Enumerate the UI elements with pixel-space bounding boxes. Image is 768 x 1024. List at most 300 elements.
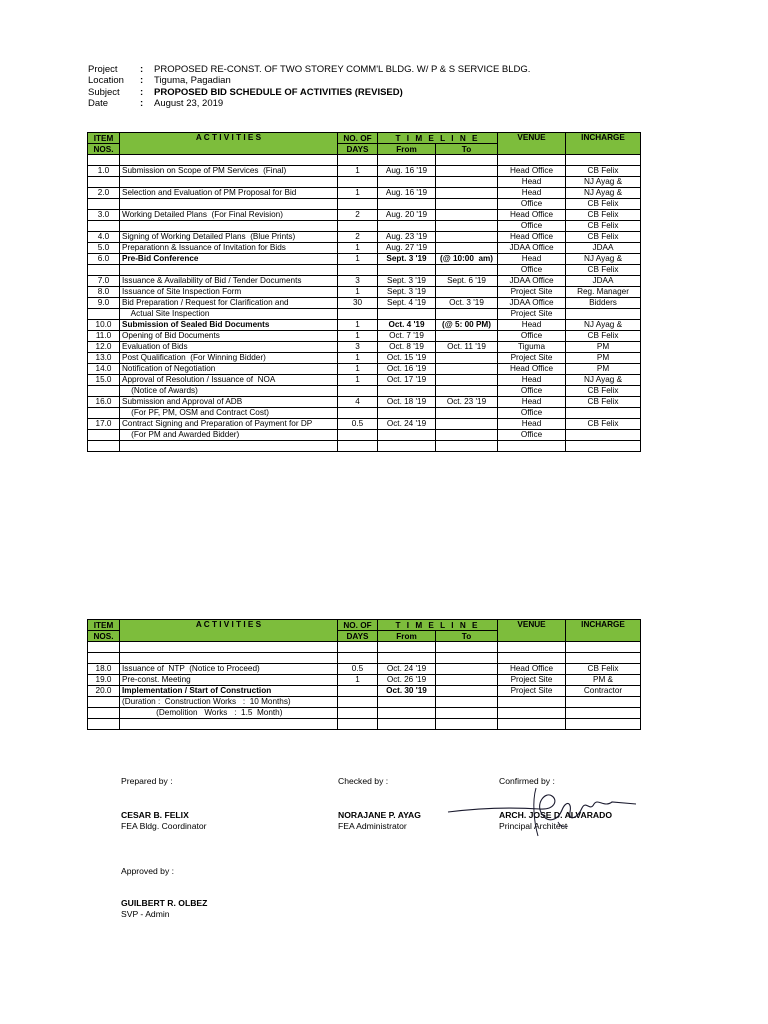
item-cell: [88, 708, 120, 719]
venue-cell: Office: [498, 386, 566, 397]
table-row: [88, 265, 641, 276]
header-row: [88, 75, 530, 86]
item-cell: [88, 177, 120, 188]
days-cell: [338, 386, 378, 397]
prepared-name: CESAR B. FELIX: [121, 810, 189, 820]
table-row: [88, 342, 641, 353]
table-row: [88, 708, 641, 719]
header-separator: :: [140, 86, 144, 98]
checked-by-label: Checked by :: [338, 776, 389, 786]
days-cell: 3: [338, 276, 378, 287]
item-cell: [88, 199, 120, 210]
venue-cell: Office: [498, 199, 566, 210]
incharge-cell: Contractor: [566, 686, 641, 697]
venue-cell: JDAA Office: [498, 243, 566, 254]
activity-cell: Submission and Approval of ADB: [120, 397, 338, 408]
item-cell: 16.0: [88, 397, 120, 408]
activity-cell: Actual Site Inspection: [120, 309, 338, 320]
days-cell: [338, 441, 378, 452]
header-row: [88, 620, 641, 631]
venue-cell: Head Office: [498, 210, 566, 221]
venue-cell: JDAA Office: [498, 276, 566, 287]
header-key: Project: [88, 64, 118, 75]
days-cell: [338, 708, 378, 719]
table-row: [88, 386, 641, 397]
activity-cell: (Duration : Construction Works : 10 Months): [120, 697, 338, 708]
incharge-cell: [566, 309, 641, 320]
days-cell: [338, 199, 378, 210]
col-header-activities: A C T I V I T I E S: [120, 133, 338, 155]
item-cell: 3.0: [88, 210, 120, 221]
table-row: [88, 664, 641, 675]
bid-schedule-table-2: [87, 619, 641, 730]
to-date-cell: [436, 686, 498, 697]
header-value: PROPOSED RE-CONST. OF TWO STOREY COMM'L BLDG. W/ P & S SERVICE BLDG.: [154, 64, 531, 75]
days-cell: 2: [338, 232, 378, 243]
col-header-timeline: T I M E L I N E: [378, 133, 498, 144]
to-date-cell: [436, 430, 498, 441]
activity-cell: (For PM and Awarded Bidder): [120, 430, 338, 441]
table-row: [88, 232, 641, 243]
table-row: [88, 430, 641, 441]
col-header-venue: VENUE: [498, 620, 566, 642]
days-cell: [338, 653, 378, 664]
to-date-cell: Oct. 3 '19: [436, 298, 498, 309]
to-date-cell: [436, 719, 498, 730]
item-cell: 14.0: [88, 364, 120, 375]
days-cell: [338, 719, 378, 730]
from-date-cell: Aug. 16 '19: [378, 166, 436, 177]
table-row: [88, 221, 641, 232]
from-date-cell: [378, 386, 436, 397]
incharge-cell: PM: [566, 353, 641, 364]
item-cell: [88, 441, 120, 452]
header-key: Date: [88, 98, 109, 110]
activity-cell: Preparationn & Issuance of Invitation for Bids: [120, 243, 338, 254]
days-cell: 3: [338, 342, 378, 353]
bid-schedule-table-1: [87, 132, 641, 452]
to-date-cell: [436, 331, 498, 342]
item-cell: [88, 697, 120, 708]
header-key: Subject: [88, 86, 120, 98]
col-header-item: ITEM: [88, 133, 120, 144]
col-header-item: ITEM: [88, 620, 120, 631]
checked-signatory: [338, 810, 421, 832]
days-cell: [338, 309, 378, 320]
venue-cell: Office: [498, 221, 566, 232]
venue-cell: Head Office: [498, 232, 566, 243]
item-cell: 8.0: [88, 287, 120, 298]
venue-cell: [498, 697, 566, 708]
to-date-cell: [436, 419, 498, 430]
item-cell: 1.0: [88, 166, 120, 177]
table-row: [88, 653, 641, 664]
item-cell: [88, 430, 120, 441]
venue-cell: Tiguma: [498, 342, 566, 353]
incharge-cell: CB Felix: [566, 199, 641, 210]
col-header-to: To: [436, 631, 498, 642]
from-date-cell: Oct. 30 '19: [378, 686, 436, 697]
table-row: [88, 320, 641, 331]
incharge-cell: [566, 408, 641, 419]
item-cell: [88, 408, 120, 419]
confirmed-name: ARCH. JOSE D. ALVARADO: [499, 810, 612, 820]
table-row: [88, 419, 641, 430]
activity-cell: Selection and Evaluation of PM Proposal for Bid: [120, 188, 338, 199]
activity-cell: [120, 221, 338, 232]
venue-cell: Office: [498, 265, 566, 276]
incharge-cell: NJ Ayag &: [566, 177, 641, 188]
incharge-cell: CB Felix: [566, 232, 641, 243]
header-row: [88, 87, 530, 98]
venue-cell: Head Office: [498, 166, 566, 177]
venue-cell: Project Site: [498, 686, 566, 697]
header-row: [88, 98, 530, 109]
venue-cell: Head: [498, 177, 566, 188]
incharge-cell: CB Felix: [566, 166, 641, 177]
from-date-cell: [378, 708, 436, 719]
incharge-cell: [566, 653, 641, 664]
venue-cell: [498, 155, 566, 166]
venue-cell: Head Office: [498, 364, 566, 375]
activity-cell: [120, 441, 338, 452]
header-value: August 23, 2019: [154, 98, 224, 110]
item-cell: 2.0: [88, 188, 120, 199]
to-date-cell: (@ 5: 00 PM): [436, 320, 498, 331]
activity-cell: [120, 265, 338, 276]
activity-cell: [120, 177, 338, 188]
table-row: [88, 686, 641, 697]
incharge-cell: JDAA: [566, 243, 641, 254]
activity-cell: Submission of Sealed Bid Documents: [120, 320, 338, 331]
days-cell: 1: [338, 287, 378, 298]
item-cell: 4.0: [88, 232, 120, 243]
table-row: [88, 254, 641, 265]
days-cell: 1: [338, 364, 378, 375]
activity-cell: [120, 719, 338, 730]
activity-cell: Approval of Resolution / Issuance of NOA: [120, 375, 338, 386]
checked-name: NORAJANE P. AYAG: [338, 810, 421, 820]
table-row: [88, 364, 641, 375]
col-header-incharge: INCHARGE: [566, 620, 641, 642]
table-row: [88, 397, 641, 408]
activity-cell: Post Qualification (For Winning Bidder): [120, 353, 338, 364]
days-cell: [338, 642, 378, 653]
from-date-cell: [378, 430, 436, 441]
table-row: [88, 642, 641, 653]
days-cell: 1: [338, 375, 378, 386]
header-row: [88, 133, 641, 144]
header-key: Location: [88, 75, 124, 87]
incharge-cell: CB Felix: [566, 664, 641, 675]
from-date-cell: [378, 697, 436, 708]
days-cell: 2: [338, 210, 378, 221]
table-row: [88, 166, 641, 177]
to-date-cell: [436, 166, 498, 177]
approved-by-label: Approved by :: [121, 866, 175, 876]
incharge-cell: NJ Ayag &: [566, 188, 641, 199]
table-row: [88, 697, 641, 708]
table-row: [88, 298, 641, 309]
col-header-days: NO. OF: [338, 620, 378, 631]
from-date-cell: [378, 177, 436, 188]
from-date-cell: [378, 265, 436, 276]
to-date-cell: [436, 642, 498, 653]
from-date-cell: Oct. 24 '19: [378, 664, 436, 675]
from-date-cell: Sept. 3 '19: [378, 287, 436, 298]
incharge-cell: JDAA: [566, 276, 641, 287]
item-cell: 6.0: [88, 254, 120, 265]
col-header-incharge: INCHARGE: [566, 133, 641, 155]
approved-title: SVP - Admin: [121, 909, 170, 919]
prepared-by-label: Prepared by :: [121, 776, 173, 786]
venue-cell: Project Site: [498, 353, 566, 364]
incharge-cell: [566, 708, 641, 719]
incharge-cell: [566, 430, 641, 441]
days-cell: 1: [338, 243, 378, 254]
to-date-cell: [436, 664, 498, 675]
to-date-cell: [436, 386, 498, 397]
table-row: [88, 287, 641, 298]
to-date-cell: Sept. 6 '19: [436, 276, 498, 287]
days-cell: 4: [338, 397, 378, 408]
from-date-cell: Oct. 4 '19: [378, 320, 436, 331]
activity-cell: Issuance of Site Inspection Form: [120, 287, 338, 298]
to-date-cell: Oct. 23 '19: [436, 397, 498, 408]
col-header-from: From: [378, 631, 436, 642]
table-row: [88, 353, 641, 364]
col-header-days: NO. OF: [338, 133, 378, 144]
incharge-cell: PM: [566, 364, 641, 375]
to-date-cell: [436, 287, 498, 298]
activity-cell: Issuance of NTP (Notice to Proceed): [120, 664, 338, 675]
table-row: [88, 243, 641, 254]
days-cell: 1: [338, 320, 378, 331]
venue-cell: JDAA Office: [498, 298, 566, 309]
from-date-cell: [378, 309, 436, 320]
activity-cell: Contract Signing and Preparation of Payment for DP: [120, 419, 338, 430]
item-cell: [88, 653, 120, 664]
venue-cell: [498, 719, 566, 730]
header-separator: :: [140, 75, 144, 87]
handwritten-signature: [440, 782, 640, 842]
col-header-item-nos: NOS.: [88, 631, 120, 642]
days-cell: 1: [338, 188, 378, 199]
venue-cell: Head: [498, 320, 566, 331]
to-date-cell: [436, 155, 498, 166]
from-date-cell: Sept. 3 '19: [378, 276, 436, 287]
table-row: [88, 188, 641, 199]
days-cell: 1: [338, 166, 378, 177]
activity-cell: (Demolition Works : 1.5 Month): [120, 708, 338, 719]
from-date-cell: Oct. 26 '19: [378, 675, 436, 686]
incharge-cell: Reg. Manager: [566, 287, 641, 298]
days-cell: [338, 221, 378, 232]
col-header-activities: A C T I V I T I E S: [120, 620, 338, 642]
incharge-cell: NJ Ayag &: [566, 320, 641, 331]
to-date-cell: [436, 353, 498, 364]
table-row: [88, 309, 641, 320]
venue-cell: Head: [498, 254, 566, 265]
venue-cell: Head: [498, 188, 566, 199]
item-cell: 12.0: [88, 342, 120, 353]
venue-cell: Office: [498, 408, 566, 419]
incharge-cell: CB Felix: [566, 221, 641, 232]
incharge-cell: NJ Ayag &: [566, 254, 641, 265]
to-date-cell: [436, 232, 498, 243]
confirmed-by-label: Confirmed by :: [499, 776, 555, 786]
from-date-cell: Sept. 4 '19: [378, 298, 436, 309]
venue-cell: Head: [498, 397, 566, 408]
from-date-cell: [378, 155, 436, 166]
item-cell: 10.0: [88, 320, 120, 331]
table-row: [88, 719, 641, 730]
to-date-cell: [436, 375, 498, 386]
header-value: Tiguma, Pagadian: [154, 75, 231, 87]
item-cell: [88, 155, 120, 166]
days-cell: 0.5: [338, 419, 378, 430]
table-row: [88, 441, 641, 452]
item-cell: [88, 642, 120, 653]
from-date-cell: [378, 199, 436, 210]
to-date-cell: (@ 10:00 am): [436, 254, 498, 265]
activity-cell: Implementation / Start of Construction: [120, 686, 338, 697]
item-cell: 13.0: [88, 353, 120, 364]
to-date-cell: [436, 210, 498, 221]
activity-cell: [120, 653, 338, 664]
activity-cell: Signing of Working Detailed Plans (Blue Prints): [120, 232, 338, 243]
item-cell: 18.0: [88, 664, 120, 675]
confirmed-title: Principal Architect: [499, 821, 568, 831]
incharge-cell: CB Felix: [566, 386, 641, 397]
activity-cell: Submission on Scope of PM Services (Final): [120, 166, 338, 177]
col-header-from: From: [378, 144, 436, 155]
activity-cell: (For PF, PM, OSM and Contract Cost): [120, 408, 338, 419]
document-header: [88, 64, 530, 110]
activity-cell: Issuance & Availability of Bid / Tender Documents: [120, 276, 338, 287]
venue-cell: Project Site: [498, 309, 566, 320]
item-cell: [88, 265, 120, 276]
approved-name: GUILBERT R. OLBEZ: [121, 898, 208, 908]
header-separator: :: [140, 64, 144, 75]
venue-cell: Head: [498, 375, 566, 386]
item-cell: 5.0: [88, 243, 120, 254]
to-date-cell: [436, 265, 498, 276]
col-header-days-2: DAYS: [338, 631, 378, 642]
col-header-to: To: [436, 144, 498, 155]
days-cell: 1: [338, 254, 378, 265]
activity-cell: (Notice of Awards): [120, 386, 338, 397]
venue-cell: [498, 653, 566, 664]
table-row: [88, 675, 641, 686]
incharge-cell: [566, 642, 641, 653]
from-date-cell: Oct. 24 '19: [378, 419, 436, 430]
from-date-cell: [378, 221, 436, 232]
activity-cell: [120, 642, 338, 653]
venue-cell: [498, 441, 566, 452]
from-date-cell: Aug. 23 '19: [378, 232, 436, 243]
table-row: [88, 408, 641, 419]
days-cell: [338, 430, 378, 441]
incharge-cell: NJ Ayag &: [566, 375, 641, 386]
to-date-cell: [436, 441, 498, 452]
incharge-cell: CB Felix: [566, 397, 641, 408]
to-date-cell: [436, 675, 498, 686]
col-header-days-2: DAYS: [338, 144, 378, 155]
to-date-cell: [436, 364, 498, 375]
incharge-cell: CB Felix: [566, 331, 641, 342]
from-date-cell: [378, 441, 436, 452]
table-row: [88, 177, 641, 188]
days-cell: [338, 177, 378, 188]
from-date-cell: Oct. 15 '19: [378, 353, 436, 364]
prepared-signatory: [121, 810, 207, 832]
venue-cell: Project Site: [498, 675, 566, 686]
activity-cell: Pre-const. Meeting: [120, 675, 338, 686]
from-date-cell: Oct. 8 '19: [378, 342, 436, 353]
to-date-cell: [436, 221, 498, 232]
days-cell: 30: [338, 298, 378, 309]
from-date-cell: [378, 653, 436, 664]
to-date-cell: [436, 697, 498, 708]
from-date-cell: [378, 408, 436, 419]
incharge-cell: PM: [566, 342, 641, 353]
from-date-cell: Oct. 16 '19: [378, 364, 436, 375]
incharge-cell: [566, 155, 641, 166]
header-separator: :: [140, 98, 144, 110]
col-header-venue: VENUE: [498, 133, 566, 155]
from-date-cell: Oct. 17 '19: [378, 375, 436, 386]
to-date-cell: [436, 199, 498, 210]
incharge-cell: CB Felix: [566, 265, 641, 276]
from-date-cell: Oct. 7 '19: [378, 331, 436, 342]
incharge-cell: Bidders: [566, 298, 641, 309]
header-value: PROPOSED BID SCHEDULE OF ACTIVITIES (REVISED): [154, 86, 403, 98]
from-date-cell: Aug. 27 '19: [378, 243, 436, 254]
item-cell: [88, 309, 120, 320]
from-date-cell: [378, 642, 436, 653]
item-cell: 11.0: [88, 331, 120, 342]
days-cell: [338, 697, 378, 708]
to-date-cell: [436, 653, 498, 664]
from-date-cell: Sept. 3 '19: [378, 254, 436, 265]
venue-cell: [498, 708, 566, 719]
item-cell: [88, 719, 120, 730]
table-row: [88, 331, 641, 342]
days-cell: 1: [338, 331, 378, 342]
days-cell: [338, 408, 378, 419]
days-cell: [338, 686, 378, 697]
table-row: [88, 155, 641, 166]
item-cell: [88, 221, 120, 232]
days-cell: 1: [338, 353, 378, 364]
table-row: [88, 199, 641, 210]
days-cell: [338, 155, 378, 166]
venue-cell: Office: [498, 331, 566, 342]
days-cell: [338, 265, 378, 276]
venue-cell: [498, 642, 566, 653]
to-date-cell: [436, 177, 498, 188]
table-row: [88, 210, 641, 221]
checked-title: FEA Administrator: [338, 821, 407, 831]
item-cell: [88, 386, 120, 397]
venue-cell: Project Site: [498, 287, 566, 298]
to-date-cell: [436, 243, 498, 254]
item-cell: 17.0: [88, 419, 120, 430]
item-cell: 9.0: [88, 298, 120, 309]
activity-cell: [120, 155, 338, 166]
from-date-cell: Aug. 16 '19: [378, 188, 436, 199]
